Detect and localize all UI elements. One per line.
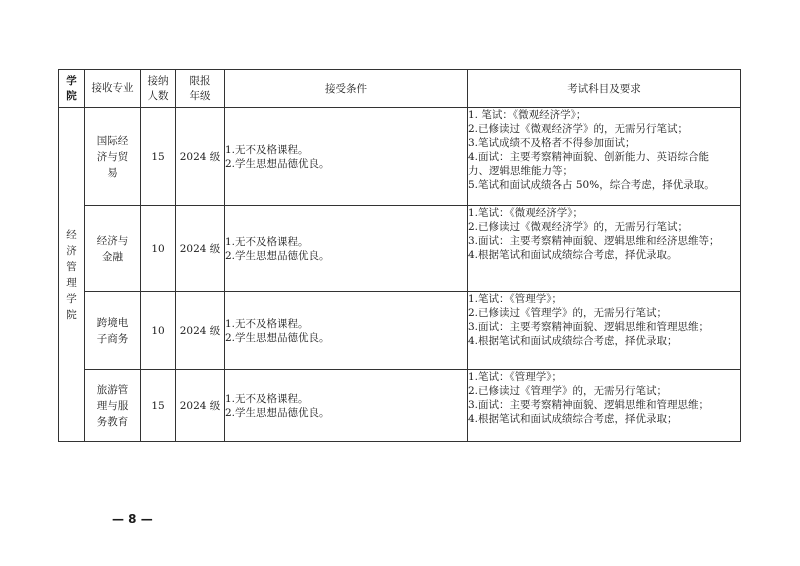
header-row — [59, 70, 741, 108]
condition-line: 1.无不及格课程。 — [225, 317, 309, 330]
table-row — [59, 370, 741, 442]
condition-line: 2.学生思想品德优良。 — [225, 157, 330, 170]
grade-cell: 2024 级 — [176, 206, 225, 292]
requirement-line: 3.笔试成绩不及格者不得参加面试； — [468, 137, 636, 149]
condition-line: 2.学生思想品德优良。 — [225, 249, 330, 262]
condition-line: 2.学生思想品德优良。 — [225, 406, 330, 419]
college-cell: 经济管理学院 — [59, 108, 85, 442]
major-cell: 跨境电子商务 — [85, 292, 141, 370]
requirement-line: 1. 笔试：《微观经济学》； — [468, 109, 587, 121]
requirements-cell — [468, 206, 741, 292]
quota-cell: 10 — [141, 292, 176, 370]
transfer-requirements-table — [58, 69, 741, 442]
major-cell: 经济与金融 — [85, 206, 141, 292]
condition-line: 2.学生思想品德优良。 — [225, 331, 330, 344]
conditions-cell — [225, 370, 468, 442]
requirement-line: 力、逻辑思维能力等； — [468, 165, 573, 177]
table-row — [59, 108, 741, 206]
requirement-line: 2.已修读过《管理学》的，无需另行笔试； — [468, 385, 668, 397]
requirements-cell — [468, 370, 741, 442]
header-conditions: 接受条件 — [225, 70, 468, 108]
grade-cell: 2024 级 — [176, 108, 225, 206]
requirement-line: 3.面试：主要考察精神面貌、逻辑思维和管理思维； — [468, 399, 710, 411]
header-college: 学院 — [59, 70, 85, 108]
requirements-cell — [468, 292, 741, 370]
requirements-cell — [468, 108, 741, 206]
requirement-line: 4.根据笔试和面试成绩综合考虑，择优录取； — [468, 413, 678, 425]
grade-cell: 2024 级 — [176, 370, 225, 442]
condition-line: 1.无不及格课程。 — [225, 235, 309, 248]
requirement-line: 4.根据笔试和面试成绩综合考虑，择优录取。 — [468, 249, 678, 261]
quota-cell: 15 — [141, 108, 176, 206]
requirement-line: 2.已修读过《微观经济学》的，无需另行笔试； — [468, 123, 689, 135]
page-number: — 8 — — [112, 512, 153, 526]
condition-line: 1.无不及格课程。 — [225, 143, 309, 156]
requirement-line: 3.面试：主要考察精神面貌、逻辑思维和经济思维等； — [468, 235, 720, 247]
requirement-line: 1.笔试：《管理学》； — [468, 371, 563, 383]
header-major: 接收专业 — [85, 70, 141, 108]
table-row — [59, 206, 741, 292]
grade-cell: 2024 级 — [176, 292, 225, 370]
condition-line: 1.无不及格课程。 — [225, 392, 309, 405]
requirement-line: 4.根据笔试和面试成绩综合考虑，择优录取； — [468, 335, 678, 347]
major-cell: 旅游管理与服务教育 — [85, 370, 141, 442]
conditions-cell — [225, 292, 468, 370]
quota-cell: 10 — [141, 206, 176, 292]
requirement-line: 4.面试：主要考察精神面貌、创新能力、英语综合能 — [468, 151, 710, 163]
requirement-line: 3.面试：主要考察精神面貌、逻辑思维和管理思维； — [468, 321, 710, 333]
conditions-cell — [225, 108, 468, 206]
header-quota: 接纳人数 — [141, 70, 176, 108]
requirement-line: 1.笔试：《微观经济学》； — [468, 207, 584, 219]
requirement-line: 2.已修读过《微观经济学》的，无需另行笔试； — [468, 221, 689, 233]
quota-cell: 15 — [141, 370, 176, 442]
requirement-line: 2.已修读过《管理学》的，无需另行笔试； — [468, 307, 668, 319]
header-grade: 限报年级 — [176, 70, 225, 108]
major-cell: 国际经济与贸易 — [85, 108, 141, 206]
requirement-line: 1.笔试：《管理学》； — [468, 293, 563, 305]
header-exam: 考试科目及要求 — [468, 70, 741, 108]
conditions-cell — [225, 206, 468, 292]
requirement-line: 5.笔试和面试成绩各占 50%，综合考虑，择优录取。 — [468, 179, 715, 191]
table-row — [59, 292, 741, 370]
